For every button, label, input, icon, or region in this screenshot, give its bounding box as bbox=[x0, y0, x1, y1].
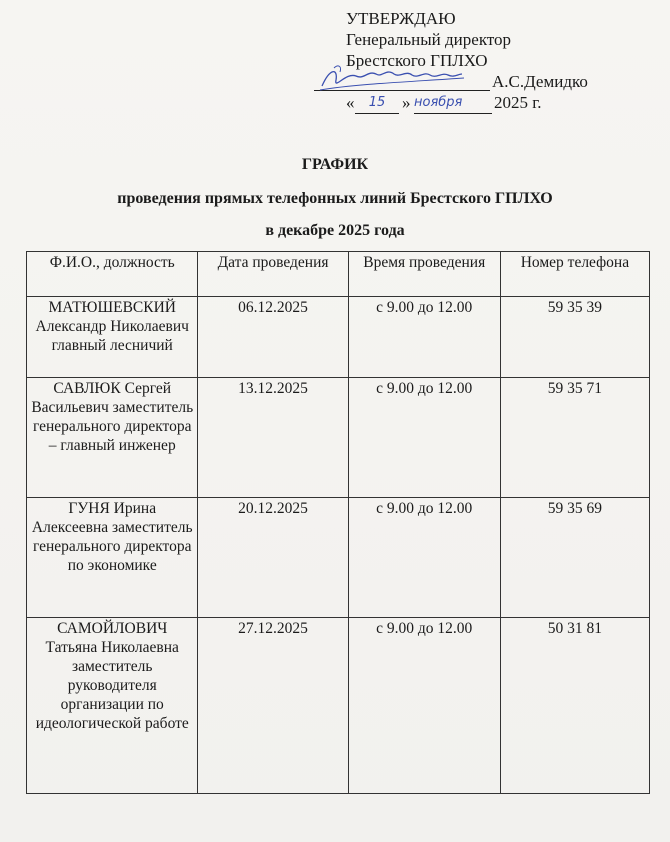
document-title: ГРАФИК bbox=[301, 156, 369, 173]
approval-date bbox=[346, 92, 646, 113]
cell-name-position: САВЛЮК Сергей Васильевич заместитель генерального директора – главный инженер bbox=[27, 378, 198, 498]
table-row bbox=[27, 618, 650, 794]
date-month-field bbox=[414, 90, 492, 114]
cell-date: 20.12.2025 bbox=[198, 498, 348, 618]
date-month: ноября bbox=[414, 95, 463, 110]
document-subtitle: проведения прямых телефонных линий Брестского ГПЛХО bbox=[117, 190, 553, 207]
date-quote-close: » bbox=[402, 93, 411, 112]
header-date: Дата проведения bbox=[198, 252, 348, 297]
table-row bbox=[27, 297, 650, 378]
director-name: А.С.Демидко bbox=[492, 72, 588, 91]
header-name-position: Ф.И.О., должность bbox=[27, 252, 198, 297]
header-time: Время проведения bbox=[348, 252, 500, 297]
date-day: 15 bbox=[368, 95, 386, 110]
cell-time: с 9.00 до 12.00 bbox=[348, 498, 500, 618]
date-day-field bbox=[355, 90, 399, 114]
cell-phone: 50 31 81 bbox=[500, 618, 649, 794]
table-header-row bbox=[27, 252, 650, 297]
approval-heading: УТВЕРЖДАЮ bbox=[346, 9, 456, 28]
cell-date: 27.12.2025 bbox=[198, 618, 348, 794]
cell-date: 13.12.2025 bbox=[198, 378, 348, 498]
approver-position: Генеральный директор bbox=[346, 30, 512, 49]
table-row bbox=[27, 378, 650, 498]
cell-time: с 9.00 до 12.00 bbox=[348, 378, 500, 498]
cell-time: с 9.00 до 12.00 bbox=[348, 618, 500, 794]
cell-date: 06.12.2025 bbox=[198, 297, 348, 378]
cell-name-position: ГУНЯ Ирина Алексеевна заместитель генерального директора по экономике bbox=[27, 498, 198, 618]
date-year: 2025 г. bbox=[494, 93, 542, 112]
approver-organization: Брестского ГПЛХО bbox=[346, 51, 488, 70]
approval-block bbox=[346, 8, 646, 113]
cell-phone: 59 35 69 bbox=[500, 498, 649, 618]
table-row bbox=[27, 498, 650, 618]
cell-name-position: МАТЮШЕВСКИЙ Александр Николаевич главный лесничий bbox=[27, 297, 198, 378]
cell-phone: 59 35 71 bbox=[500, 378, 649, 498]
schedule-table bbox=[26, 251, 650, 794]
cell-phone: 59 35 39 bbox=[500, 297, 649, 378]
date-quote-open: « bbox=[346, 93, 355, 112]
cell-time: с 9.00 до 12.00 bbox=[348, 297, 500, 378]
document-period: в декабре 2025 года bbox=[265, 222, 405, 239]
cell-name-position: САМОЙЛОВИЧ Татьяна Николаевна заместитель руководителя организации по идеологической работе bbox=[27, 618, 198, 794]
header-phone: Номер телефона bbox=[500, 252, 649, 297]
signature-row bbox=[346, 71, 646, 92]
